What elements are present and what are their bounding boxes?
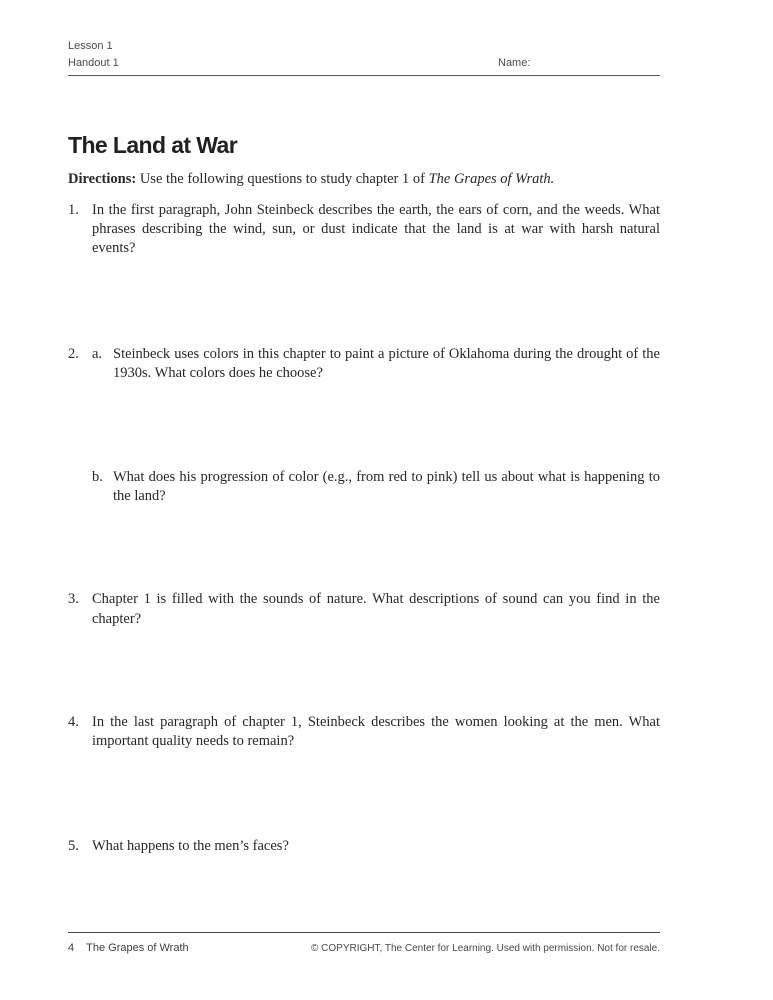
directions-book-title: The Grapes of Wrath. — [428, 171, 555, 187]
page-title: The Land at War — [68, 132, 238, 158]
question-2a-text: Steinbeck uses colors in this chapter to paint a picture of Oklahoma during the drought of the 1930s. What colors does he choose? — [113, 345, 660, 381]
question-5-number: 5. — [68, 838, 79, 855]
question-2b — [68, 468, 660, 506]
handout-label: Handout 1 — [68, 57, 119, 69]
question-list — [68, 201, 660, 856]
question-2a-letter: a. — [92, 345, 103, 362]
question-1-number: 1. — [68, 202, 79, 218]
question-4-text: In the last paragraph of chapter 1, Steinbeck describes the women looking at the men. What important quality needs to remain? — [92, 713, 660, 750]
question-2b-letter: b. — [92, 469, 103, 486]
question-2a — [68, 345, 660, 383]
question-4 — [68, 713, 660, 751]
directions-text: Use the following questions to study chapter 1 of — [136, 171, 429, 187]
question-2b-text: What does his progression of color (e.g., from red to pink) tell us about what is happening to the land? — [113, 469, 660, 505]
page-footer — [68, 932, 660, 954]
question-5-text: What happens to the men’s faces? — [92, 838, 289, 855]
directions-paragraph — [68, 170, 660, 189]
directions-label: Directions: — [68, 171, 137, 187]
page-header — [68, 38, 660, 72]
lesson-label: Lesson 1 — [68, 40, 113, 52]
copyright-notice: © COPYRIGHT, The Center for Learning. Used with permission. Not for resale. — [311, 943, 660, 954]
name-label: Name: — [498, 57, 531, 69]
question-4-number: 4. — [68, 713, 79, 730]
question-1-text: In the first paragraph, John Steinbeck describes the earth, the ears of corn, and the weeds. What phrases describing the wind, sun, or dust indicate that the land is at war with harsh natural events? — [92, 202, 660, 257]
question-2-number: 2. — [68, 345, 79, 362]
footer-row — [68, 942, 660, 954]
page-number: 4 — [68, 942, 75, 954]
header-divider — [68, 75, 660, 76]
question-5 — [68, 837, 660, 856]
question-1 — [68, 201, 660, 259]
question-3 — [68, 590, 660, 628]
question-3-number: 3. — [68, 591, 79, 608]
footer-left — [68, 942, 189, 954]
footer-book-title: The Grapes of Wrath — [86, 942, 189, 954]
question-3-text: Chapter 1 is filled with the sounds of nature. What descriptions of sound can you find in the chapter? — [92, 591, 660, 627]
